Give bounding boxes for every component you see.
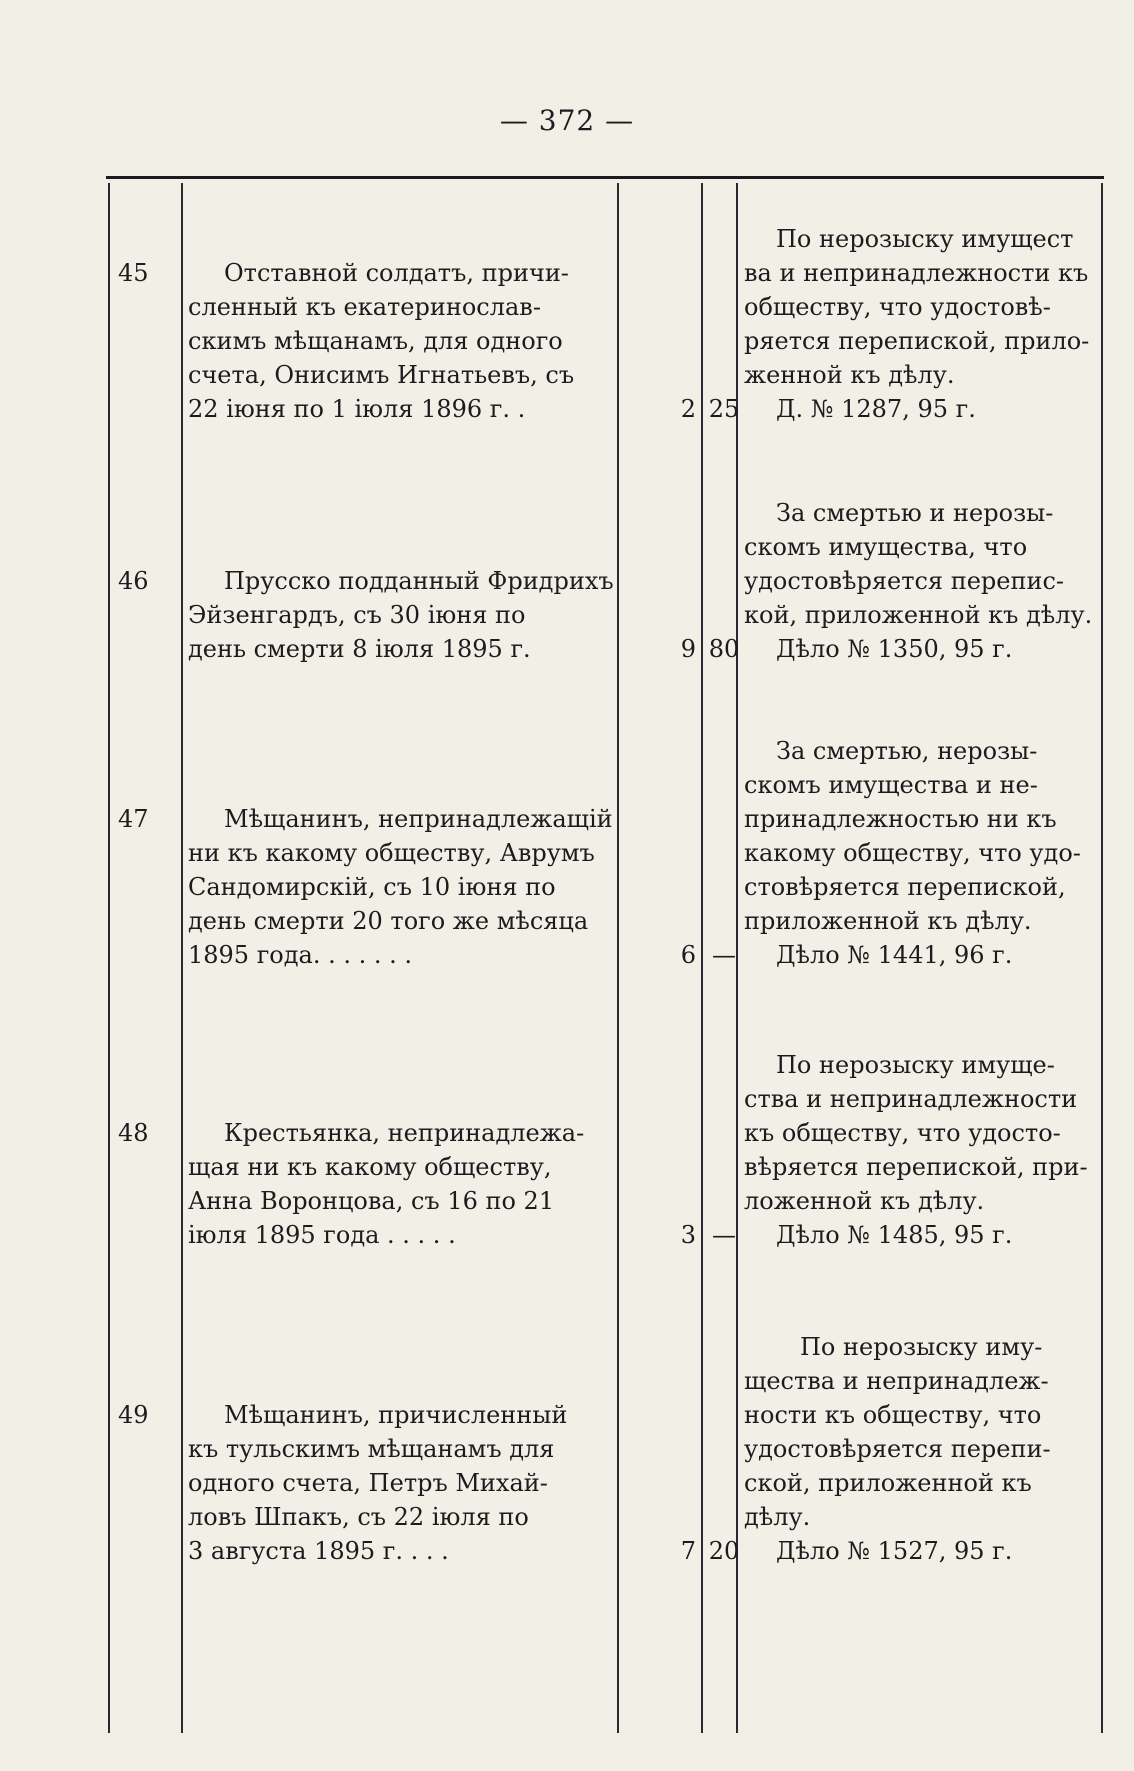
reason-line: щества и непринадлеж- [744,1367,1049,1395]
column-divider [181,183,183,1733]
description-line: къ тульскимъ мѣщанамъ для [188,1435,555,1463]
description-line: день смерти 20 того же мѣсяца [188,907,589,935]
description-line: Прусско подданный Фридрихъ [224,567,614,595]
entry-description [188,802,616,972]
description-line: день смерти 8 іюля 1895 г. [188,635,531,663]
amount-kopecks: 80 [708,635,740,663]
description-line: щая ни къ какому обществу, [188,1153,552,1181]
entry-reason [744,1048,1100,1252]
reason-line: По нерозыску имущест [776,225,1074,253]
case-reference: Дѣло № 1527, 95 г. [776,1537,1013,1565]
description-line: одного счета, Петръ Михай- [188,1469,548,1497]
reason-line: За смертью и нерозы- [776,499,1054,527]
reason-line: ской, приложенной къ [744,1469,1032,1497]
entry-number: 49 [118,1401,149,1429]
amount-kopecks: — [712,941,736,969]
page-number: — 372 — [499,104,635,137]
reason-line: принадлежностью ни къ [744,805,1057,833]
description-line: Мѣщанинъ, причисленный [224,1401,568,1429]
entry-number: 46 [118,567,149,595]
entry-reason [744,734,1100,972]
reason-line: За смертью, нерозы- [776,737,1038,765]
description-line: Сандомирскій, съ 10 іюня по [188,873,556,901]
case-reference: Дѣло № 1441, 96 г. [776,941,1013,969]
column-divider [108,183,110,1733]
description-line: Эйзенгардъ, съ 30 іюня по [188,601,526,629]
reason-line: ва и непринадлежности къ [744,259,1089,287]
case-reference: Д. № 1287, 95 г. [776,395,976,423]
column-divider [617,183,619,1733]
entry-reason [744,496,1100,666]
entry-reason [744,222,1100,426]
reason-line: обществу, что удостовѣ- [744,293,1051,321]
reason-line: вѣряется перепиской, при- [744,1153,1088,1181]
description-line: счета, Онисимъ Игнатьевъ, съ [188,361,575,389]
amount-rubles: 7 [680,1537,696,1565]
reason-line: женной къ дѣлу. [744,361,955,389]
column-divider [1101,183,1103,1733]
amount-rubles: 6 [680,941,696,969]
description-line: 1895 года. . . . . . . [188,941,412,969]
amount-kopecks: — [712,1221,736,1249]
reason-line: По нерозыску имуще- [776,1051,1055,1079]
entry-number: 48 [118,1119,149,1147]
description-line: Мѣщанинъ, непринадлежащій [224,805,613,833]
reason-line: скомъ имущества, что [744,533,1028,561]
description-line: Крестьянка, непринадлежа- [224,1119,585,1147]
entry-description [188,1116,616,1252]
description-line: 3 августа 1895 г. . . . [188,1537,449,1565]
column-divider [701,183,703,1733]
reason-line: къ обществу, что удосто- [744,1119,1061,1147]
amount-kopecks: 20 [708,1537,740,1565]
amount-kopecks: 25 [708,395,740,423]
description-line: Анна Воронцова, съ 16 по 21 [188,1187,555,1215]
reason-line: По нерозыску иму- [800,1333,1043,1361]
entry-description [188,564,616,666]
description-line: ловъ Шпакъ, съ 22 іюля по [188,1503,529,1531]
amount-rubles: 9 [680,635,696,663]
top-rule [106,176,1104,179]
entry-description [188,256,616,426]
reason-line: какому обществу, что удо- [744,839,1081,867]
reason-line: кой, приложенной къ дѣлу. [744,601,1093,629]
reason-line: скомъ имущества и не- [744,771,1038,799]
amount-rubles: 2 [680,395,696,423]
reason-line: стовѣряется перепиской, [744,873,1066,901]
case-reference: Дѣло № 1485, 95 г. [776,1221,1013,1249]
description-line: 22 іюня по 1 іюля 1896 г. . [188,395,526,423]
description-line: скимъ мѣщанамъ, для одного [188,327,563,355]
entry-reason [744,1330,1100,1568]
entry-number: 47 [118,805,149,833]
description-line: іюля 1895 года . . . . . [188,1221,456,1249]
reason-line: дѣлу. [744,1503,811,1531]
description-line: Отставной солдатъ, причи- [224,259,569,287]
reason-line: ряется перепиской, прило- [744,327,1090,355]
amount-rubles: 3 [680,1221,696,1249]
case-reference: Дѣло № 1350, 95 г. [776,635,1013,663]
reason-line: ства и непринадлежности [744,1085,1078,1113]
description-line: ни къ какому обществу, Аврумъ [188,839,595,867]
reason-line: удостовѣряется перепи- [744,1435,1051,1463]
reason-line: ложенной къ дѣлу. [744,1187,985,1215]
description-line: сленный къ екатеринослав- [188,293,541,321]
entry-description [188,1398,616,1568]
reason-line: приложенной къ дѣлу. [744,907,1032,935]
entry-number: 45 [118,259,149,287]
reason-line: удостовѣряется перепис- [744,567,1065,595]
reason-line: ности къ обществу, что [744,1401,1042,1429]
